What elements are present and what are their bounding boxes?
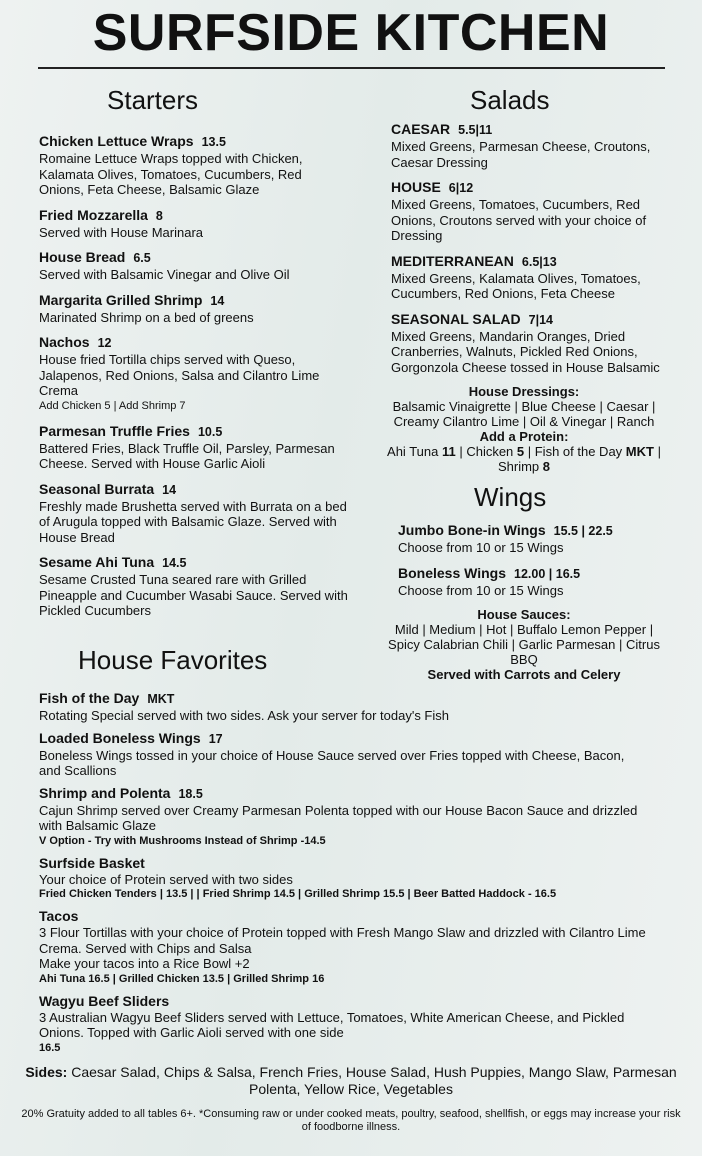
item-name: Parmesan Truffle Fries — [39, 422, 190, 439]
item-title — [39, 908, 649, 925]
item-description: Mixed Greens, Kalamata Olives, Tomatoes, Cucumbers, Red Onions, Feta Cheese — [391, 270, 641, 301]
item-description: House fried Tortilla chips served with Queso, Jalapenos, Red Onions, Salsa and Cilantro Lime Crema — [39, 352, 320, 398]
item-price: 14.5 — [162, 556, 187, 570]
item-price: 12.00 | 16.5 — [514, 566, 581, 581]
protein-list — [376, 444, 672, 474]
item-description: Choose from 10 or 15 Wings — [398, 540, 564, 555]
dressings-list: Balsamic Vinaigrette | Blue Cheese | Caesar | Creamy Cilantro Lime | Oil & Vinegar | Ranch — [392, 399, 656, 429]
protein-segment: | Chicken — [455, 444, 517, 459]
item-price: 15.5 | 22.5 — [553, 524, 613, 538]
left-column — [39, 85, 350, 682]
protein-heading: Add a Protein: — [479, 429, 569, 444]
item-description: Your choice of Protein served with two sides — [39, 871, 293, 887]
item-name: Loaded Boneless Wings — [39, 729, 201, 746]
item-options: Ahi Tuna 16.5 | Grilled Chicken 13.5 | Grilled Shrimp 16 — [39, 972, 325, 985]
served-with-note: Served with Carrots and Celery — [427, 667, 621, 682]
menu-item — [398, 565, 672, 599]
item-price: 14 — [210, 293, 225, 308]
item-price: 18.5 — [178, 786, 203, 801]
item-name: Surfside Basket — [39, 854, 145, 871]
item-description: Boneless Wings tossed in your choice of House Sauce served over Fries topped with Cheese, Bacon, and Scallions — [39, 747, 625, 778]
item-title — [39, 249, 350, 267]
item-options: Fried Chicken Tenders | 13.5 | | Fried Shrimp 14.5 | Grilled Shrimp 15.5 | Beer Batted Haddock - 16.5 — [39, 888, 557, 900]
menu-item — [39, 207, 350, 241]
item-name: Shrimp and Polenta — [39, 784, 171, 801]
item-name: Tacos — [39, 908, 79, 924]
item-name: Chicken Lettuce Wraps — [39, 133, 194, 149]
item-description: 3 Australian Wagyu Beef Sliders served with Lettuce, Tomatoes, White American Cheese, and Pickled Onions. Topped with Garlic Aioli served with one side — [39, 1009, 625, 1040]
menu-item — [39, 908, 649, 987]
starters-heading: Starters — [107, 85, 199, 115]
item-title — [391, 121, 672, 139]
item-price: 13.5 — [201, 135, 226, 149]
item-title — [39, 481, 350, 499]
protein-segment: 11 — [441, 444, 456, 459]
item-name: Margarita Grilled Shrimp — [39, 291, 203, 308]
item-name: HOUSE — [391, 179, 441, 195]
item-name: CAESAR — [391, 121, 451, 137]
menu-item — [391, 179, 672, 244]
item-description: Choose from 10 or 15 Wings — [398, 582, 564, 598]
item-description: 3 Flour Tortillas with your choice of Protein topped with Fresh Mango Slaw and drizzled with Cilantro Lime Crema. Served with Chips and Salsa — [39, 925, 646, 956]
menu-item — [39, 334, 350, 414]
item-price: 10.5 — [197, 424, 223, 439]
protein-segment: | Shrimp — [497, 444, 661, 474]
item-description: Mixed Greens, Tomatoes, Cucumbers, Red Onions, Croutons served with your choice of Dressing — [391, 197, 647, 243]
item-title — [39, 690, 649, 708]
item-description: Mixed Greens, Parmesan Cheese, Croutons, Caesar Dressing — [391, 139, 651, 170]
item-title — [39, 423, 350, 441]
item-name: Wagyu Beef Sliders — [39, 992, 170, 1009]
item-title — [39, 207, 350, 225]
menu-item — [39, 481, 350, 546]
item-title — [39, 785, 649, 803]
protein-segment: MKT — [625, 444, 654, 459]
salad-extras — [376, 384, 672, 474]
item-price: 6.5 — [133, 251, 151, 265]
starters-list — [39, 133, 350, 619]
protein-segment: | Fish of the Day — [524, 444, 626, 459]
menu-item — [39, 423, 350, 472]
item-name: SEASONAL SALAD — [391, 310, 521, 327]
menu-item — [39, 730, 649, 779]
menu-item — [39, 785, 649, 849]
menu-item — [391, 253, 672, 302]
sauces-block — [388, 607, 660, 682]
item-price: 14 — [162, 482, 177, 497]
item-description: Sesame Crusted Tuna seared rare with Grilled Pineapple and Cucumber Wasabi Sauce. Served with Pickled Cucumbers — [39, 572, 348, 618]
title-divider — [38, 67, 665, 69]
salads-list — [391, 121, 672, 375]
dressings-heading: House Dressings: — [468, 384, 580, 399]
sides-text: Caesar Salad, Chips & Salsa, French Fries, House Salad, Hush Puppies, Mango Slaw, Parmesan Polenta, Yellow Rice, Vegetables — [67, 1063, 677, 1097]
right-column — [376, 85, 672, 682]
protein-segment: 5 — [516, 444, 525, 459]
item-name: Seasonal Burrata — [39, 480, 155, 497]
favorites-heading: House Favorites — [78, 644, 268, 675]
footer-disclaimer: 20% Gratuity added to all tables 6+. *Consuming raw or under cooked meats, poultry, seafood, shellfish, or eggs may increase your risk of foodborne illness. — [21, 1107, 681, 1133]
restaurant-title: SURFSIDE KITCHEN — [92, 4, 610, 62]
item-title — [391, 253, 672, 271]
item-description: Cajun Shrimp served over Creamy Parmesan Polenta topped with our House Bacon Sauce and drizzled with Balsamic Glaze — [39, 802, 638, 833]
item-description: Freshly made Brushetta served with Burrata on a bed of Arugula topped with Balsamic Glaze. Served with House Bread — [39, 498, 347, 545]
item-title — [391, 179, 672, 197]
item-title — [39, 730, 649, 748]
item-name: House Bread — [39, 249, 126, 265]
item-options: V Option - Try with Mushrooms Instead of Shrimp -14.5 — [39, 834, 326, 847]
item-title — [39, 855, 649, 872]
sauces-heading: House Sauces: — [477, 607, 571, 622]
item-note: Add Chicken 5 | Add Shrimp 7 — [39, 399, 186, 412]
item-price: 17 — [208, 731, 223, 746]
menu-item — [39, 690, 649, 724]
item-name: Nachos — [39, 334, 90, 350]
item-name: Jumbo Bone-in Wings — [398, 522, 546, 538]
item-description: Served with House Marinara — [39, 224, 204, 240]
item-name: Sesame Ahi Tuna — [39, 554, 155, 570]
item-description: Marinated Shrimp on a bed of greens — [39, 309, 254, 325]
item-description: Romaine Lettuce Wraps topped with Chicken, Kalamata Olives, Tomatoes, Cucumbers, Red Onions, Feta Cheese, Balsamic Glaze — [39, 151, 303, 197]
item-description: Make your tacos into a Rice Bowl +2 — [39, 956, 250, 971]
item-name: MEDITERRANEAN — [391, 252, 514, 269]
item-description: Battered Fries, Black Truffle Oil, Parsley, Parmesan Cheese. Served with House Garlic Aioli — [39, 440, 335, 471]
item-price: 6|12 — [448, 181, 474, 195]
item-title — [39, 133, 350, 151]
menu-item — [39, 133, 350, 198]
protein-segment: Ahi Tuna — [387, 444, 442, 459]
item-title — [39, 993, 649, 1010]
wings-heading: Wings — [474, 482, 547, 512]
item-title — [398, 522, 672, 540]
item-name: Boneless Wings — [398, 564, 507, 581]
favorites-list — [39, 690, 649, 1056]
item-name: Fish of the Day — [39, 690, 140, 706]
menu-item — [39, 292, 350, 326]
sauces-list: Mild | Medium | Hot | Buffalo Lemon Pepper | Spicy Calabrian Chili | Garlic Parmesan | Citrus BBQ — [388, 622, 660, 667]
item-name: Fried Mozzarella — [39, 206, 148, 223]
item-title — [391, 311, 672, 329]
item-description: Rotating Special served with two sides. Ask your server for today's Fish — [39, 708, 449, 723]
menu-item — [39, 554, 350, 619]
sides-note — [0, 1064, 702, 1098]
item-title — [39, 292, 350, 310]
item-description: Mixed Greens, Mandarin Oranges, Dried Cranberries, Walnuts, Pickled Red Onions, Gorgonzola Cheese tossed in House Balsamic — [391, 328, 660, 375]
item-price: MKT — [147, 692, 175, 706]
item-title — [398, 565, 672, 583]
menu-item — [39, 993, 649, 1056]
item-description: Served with Balsamic Vinegar and Olive Oil — [39, 267, 290, 282]
item-price: 8 — [155, 208, 163, 223]
menu-item — [398, 522, 672, 556]
item-options: 16.5 — [39, 1041, 61, 1054]
item-price: 6.5|13 — [521, 254, 557, 269]
salads-heading: Salads — [470, 85, 550, 115]
item-price: 7|14 — [528, 312, 554, 327]
item-price: 12 — [97, 336, 112, 350]
menu-item — [391, 121, 672, 170]
two-column-area — [0, 85, 702, 682]
menu-item — [39, 855, 649, 903]
item-title — [39, 554, 350, 572]
sides-label: Sides: — [25, 1063, 68, 1080]
menu-item — [391, 311, 672, 376]
menu-item — [39, 249, 350, 283]
item-title — [39, 334, 350, 352]
protein-segment: 8 — [542, 459, 551, 474]
item-price: 5.5|11 — [458, 123, 493, 137]
wings-list — [398, 522, 672, 598]
